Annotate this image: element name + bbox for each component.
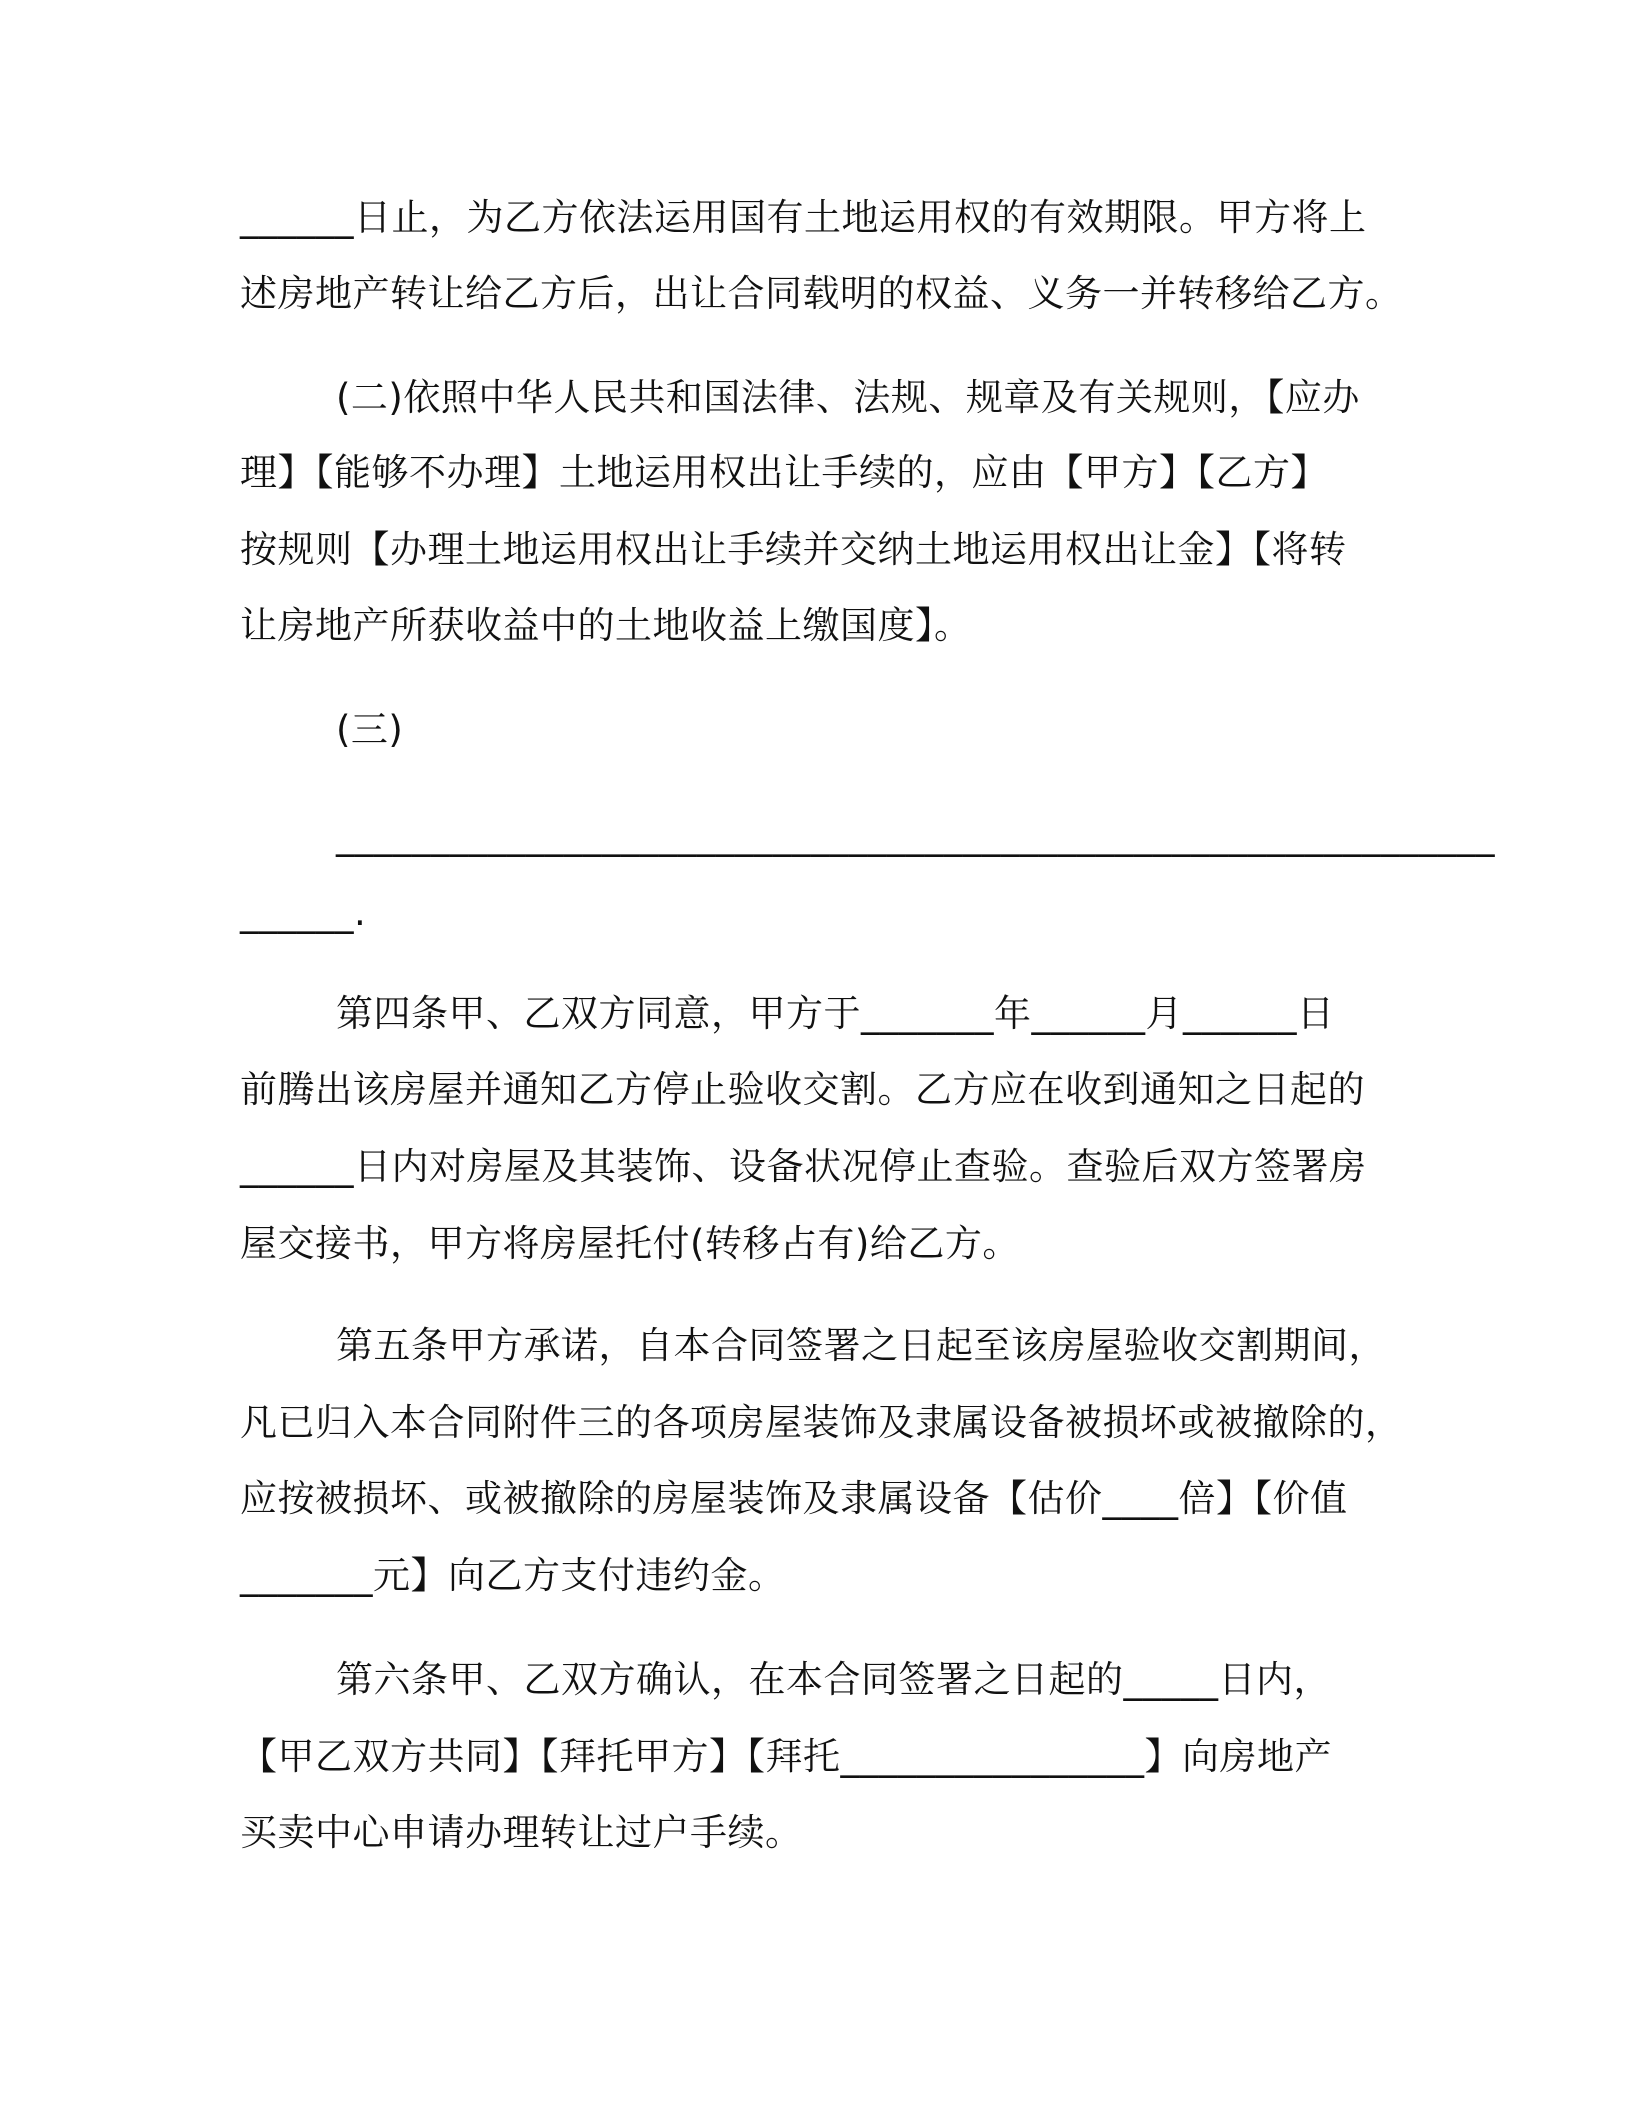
- text-line: 第六条甲、乙双方确认，在本合同签署之日起的_____日内，: [336, 1658, 1331, 1701]
- text-line: ______日内对房屋及其装饰、设备状况停止查验。查验后双方签署房: [240, 1145, 1367, 1188]
- text-line: 前腾出该房屋并通知乙方停止验收交割。乙方应在收到通知之日起的: [240, 1068, 1365, 1111]
- text-line: 理】【能够不办理】土地运用权出让手续的，应由【甲方】【乙方】: [240, 451, 1328, 494]
- text-line: 买卖中心申请办理转让过户手续。: [240, 1811, 803, 1854]
- text-line: (二)依照中华人民共和国法律、法规、规章及有关规则，【应办: [336, 376, 1360, 419]
- text-line: 应按被损坏、或被撤除的房屋装饰及隶属设备【估价____倍】【价值: [240, 1477, 1348, 1520]
- text-line: _______元】向乙方支付违约金。: [240, 1554, 786, 1597]
- text-line: 让房地产所获收益中的土地收益上缴国度】。: [240, 604, 972, 647]
- text-line: _____________________________________________________________: [336, 814, 1495, 857]
- text-line: (三): [336, 708, 404, 751]
- text-line: 【甲乙双方共同】【拜托甲方】【拜托________________】向房地产: [240, 1735, 1332, 1778]
- text-line: ______.: [240, 891, 367, 934]
- text-line: 第五条甲方承诺，自本合同签署之日起至该房屋验收交割期间，: [336, 1324, 1386, 1367]
- text-line: 述房地产转让给乙方后，出让合同载明的权益、义务一并转移给乙方。: [240, 272, 1403, 315]
- text-line: ______日止，为乙方依法运用国有土地运用权的有效期限。甲方将上: [240, 196, 1367, 239]
- text-line: 按规则【办理土地运用权出让手续并交纳土地运用权出让金】【将转: [240, 528, 1347, 571]
- text-line: 凡已归入本合同附件三的各项房屋装饰及隶属设备被损坏或被撤除的，: [240, 1401, 1403, 1444]
- text-line: 第四条甲、乙双方同意，甲方于_______年______月______日: [336, 992, 1335, 1035]
- text-line: 屋交接书，甲方将房屋托付(转移占有)给乙方。: [240, 1222, 1020, 1265]
